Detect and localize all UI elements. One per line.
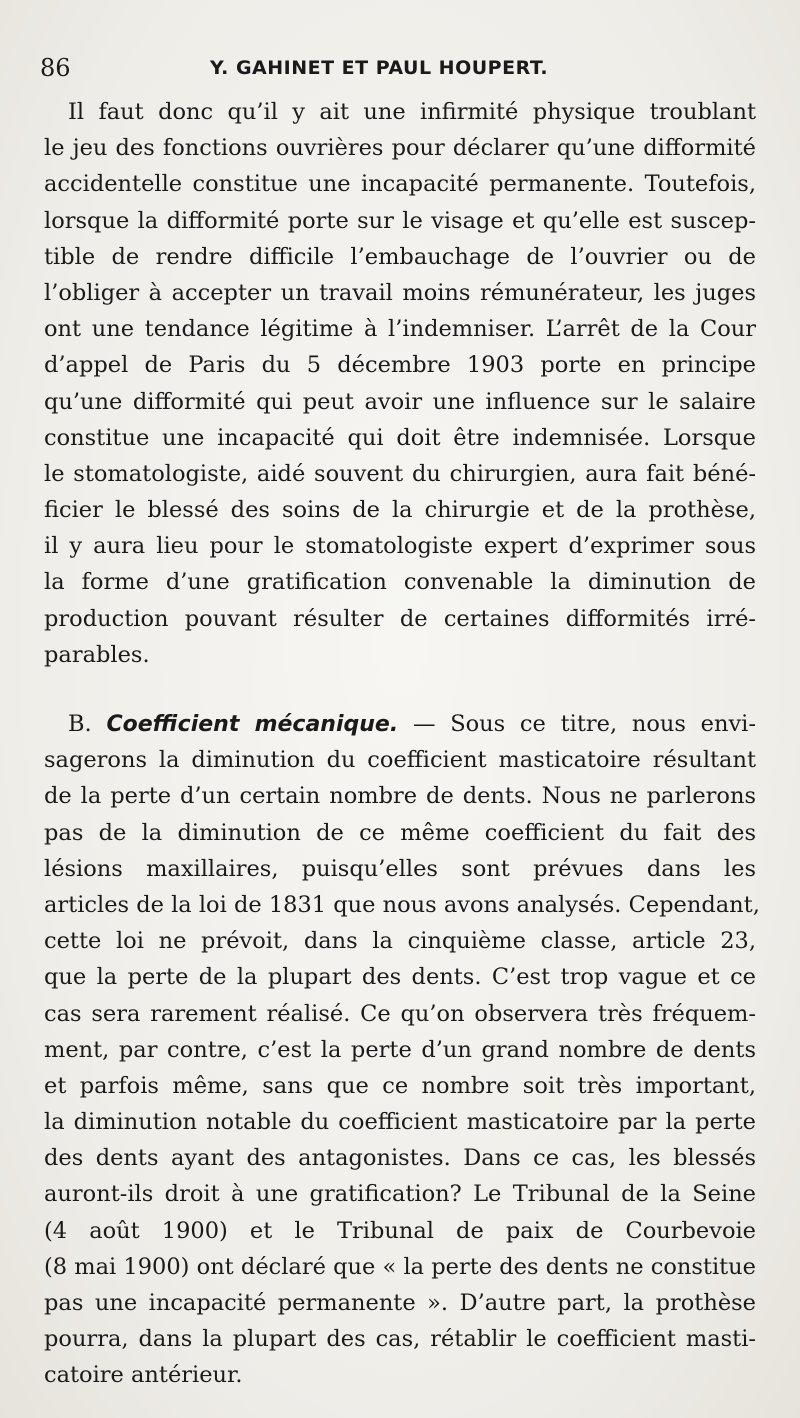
text-line: d’appel de Paris du 5 décembre 1903 porte en principe xyxy=(44,352,756,379)
text-line: qu’une difformité qui peut avoir une influence sur le salaire xyxy=(44,388,756,415)
text-line: pourra, dans la plupart des cas, rétablir le coefficient masti- xyxy=(44,1326,756,1353)
text-line: lorsque la difformité porte sur le visage et qu’elle est suscep- xyxy=(44,207,756,234)
text-line: lésions maxillaires, puisqu’elles sont prévues dans les xyxy=(44,855,756,882)
text-line: et parfois même, sans que ce nombre soit très important, xyxy=(44,1072,756,1099)
text-line: sagerons la diminution du coefficient masticatoire résultant xyxy=(44,747,756,774)
text-line: la forme d’une gratification convenable la diminution de xyxy=(44,569,756,596)
section-label: B. xyxy=(68,711,92,737)
text-line: (4 août 1900) et le Tribunal de paix de Courbevoie xyxy=(44,1217,756,1244)
text-line: que la perte de la plupart des dents. C’est trop vague et ce xyxy=(44,964,756,991)
text-line: production pouvant résulter de certaines difformités irré- xyxy=(44,605,756,632)
text-line: cas sera rarement réalisé. Ce qu’on observera très fréquem- xyxy=(44,1000,756,1027)
section-title: Coefficient mécanique. xyxy=(106,712,399,737)
section-heading-line xyxy=(44,706,756,742)
text-line: ont une tendance légitime à l’indemniser. L’arrêt de la Cour xyxy=(44,316,756,343)
text-line: de la perte d’un certain nombre de dents. Nous ne parlerons xyxy=(44,783,756,810)
text-line: accidentelle constitue une incapacité permanente. Toutefois, xyxy=(44,171,756,198)
text-line: l’obliger à accepter un travail moins rémunérateur, les juges xyxy=(44,279,756,306)
running-head: Y. GAHINET ET PAUL HOUPERT. xyxy=(210,57,549,79)
text-line: catoire antérieur. xyxy=(44,1362,243,1389)
page-number: 86 xyxy=(40,54,71,82)
text-line: auront-ils droit à une gratification? Le Tribunal de la Seine xyxy=(44,1181,756,1208)
text-line: cette loi ne prévoit, dans la cinquième classe, article 23, xyxy=(44,928,756,955)
paragraph-coefficient-mecanique xyxy=(44,706,760,1394)
text-line: pas une incapacité permanente ». D’autre part, la prothèse xyxy=(44,1290,756,1316)
text-line: la diminution notable du coefficient masticatoire par la perte xyxy=(44,1109,756,1136)
text-line: tible de rendre difficile l’embauchage de l’ouvrier ou de xyxy=(44,243,756,270)
text-line: pas de la diminution de ce même coefficient du fait des xyxy=(44,819,756,846)
text-line: (8 mai 1900) ont déclaré que « la perte des dents ne constitue xyxy=(44,1253,756,1280)
text-line: des dents ayant des antagonistes. Dans ce cas, les blessés xyxy=(44,1145,756,1172)
text-line: Il faut donc qu’il y ait une infirmité physique troublant xyxy=(68,99,756,125)
text-line: il y aura lieu pour le stomatologiste expert d’exprimer sous xyxy=(44,533,756,560)
text-line: le stomatologiste, aidé souvent du chirurgien, aura fait béné- xyxy=(44,460,756,487)
text-line: constitue une incapacité qui doit être indemnisée. Lorsque xyxy=(44,424,756,451)
text-run: — Sous ce titre, nous envi- xyxy=(398,711,756,737)
page-header xyxy=(40,50,760,86)
text-line: parables. xyxy=(44,641,150,668)
paragraph-difformite xyxy=(44,94,756,673)
text-line: articles de la loi de 1831 que nous avons analysés. Cependant, xyxy=(44,891,760,918)
text-line: le jeu des fonctions ouvrières pour déclarer qu’une difformité xyxy=(44,135,756,162)
text-line: ficier le blessé des soins de la chirurgie et de la prothèse, xyxy=(44,497,756,524)
text-line: ment, par contre, c’est la perte d’un grand nombre de dents xyxy=(44,1036,756,1063)
